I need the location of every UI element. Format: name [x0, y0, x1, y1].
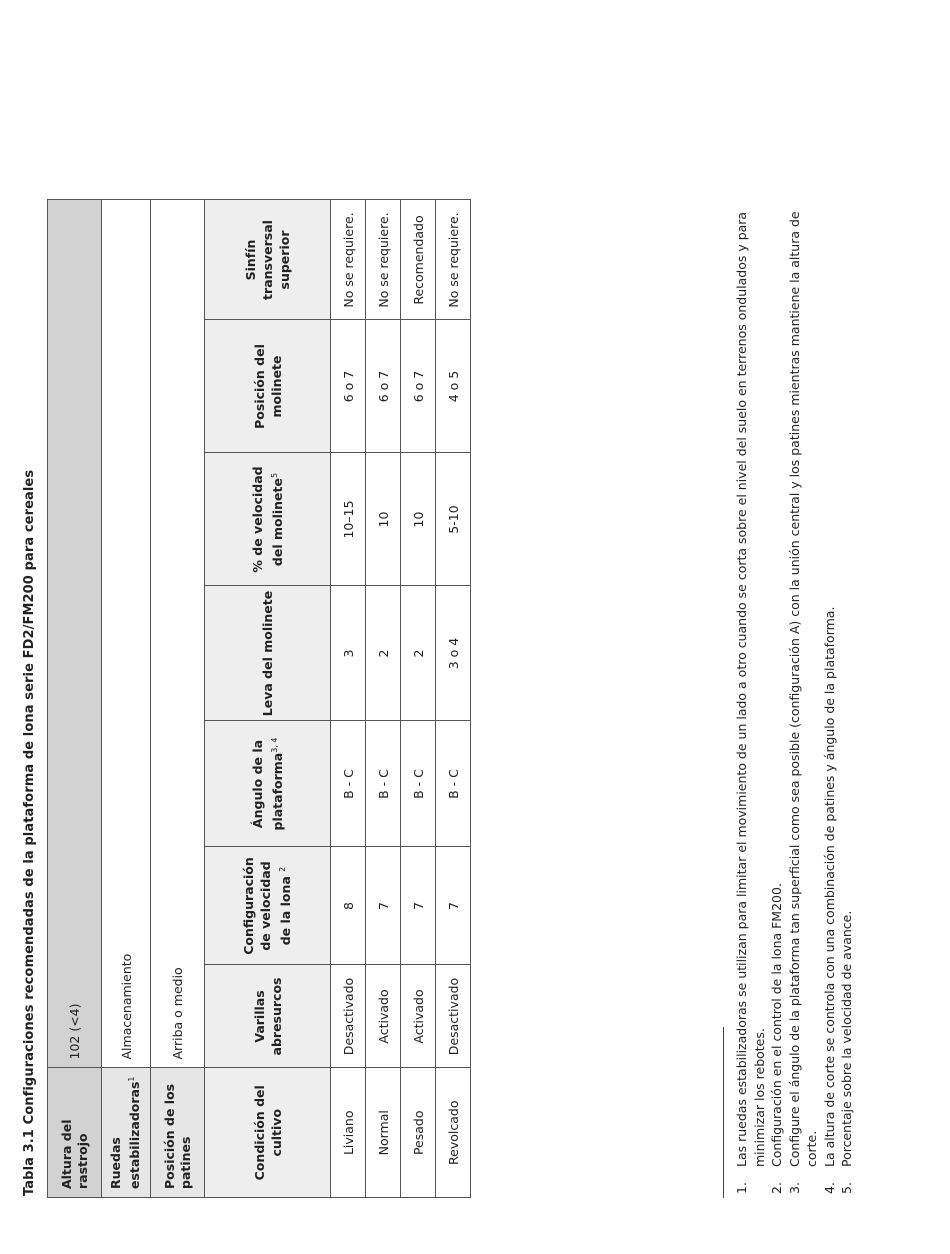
setting-label: Ruedas estabilizadoras$^1$ — [102, 1068, 151, 1198]
setting-row-stubble-height — [48, 200, 102, 1198]
cell-condition: Normal — [366, 1068, 401, 1198]
setting-label: Altura del rastrojo — [48, 1068, 102, 1198]
cell-condition: Liviano — [331, 1068, 366, 1198]
setting-row-skid-position — [151, 200, 205, 1198]
cell-reel-cam: 3 o 4 — [436, 586, 471, 721]
header-top-auger: Sinfín transversal superior — [205, 200, 331, 320]
cell-top-auger: No se requiere. — [436, 200, 471, 320]
cell-header-angle: B - C — [401, 721, 436, 847]
footnote-ref: 5 — [269, 472, 279, 479]
header-canvas-speed: Configuración de velocidad de la lona $^2$ — [205, 847, 331, 965]
cell-header-angle: B - C — [331, 721, 366, 847]
cell-reel-position: 6 o 7 — [401, 320, 436, 453]
footnote-ref: 2 — [278, 866, 288, 872]
footnote-ref: 1 — [127, 1076, 137, 1082]
table-title: Tabla 3.1 Configuraciones recomendadas de la plataforma de lona serie FD2/FM200 para cereales — [22, 469, 37, 1196]
footnote-item: 2. Configuración en el control de la lona FM200. — [769, 883, 784, 1194]
cell-reel-position: 4 o 5 — [436, 320, 471, 453]
table-row — [366, 200, 401, 1198]
cell-dividers: Activado — [366, 965, 401, 1068]
cell-reel-speed: 10–15 — [331, 453, 366, 586]
cell-reel-speed: 10 — [401, 453, 436, 586]
footnote-item: 1. Las ruedas estabilizadoras se utilizan para limitar el movimiento de un lado a otro cuando se corta sobre el nivel del suelo en terrenos ondulados y para minimizar los rebotes. — [734, 211, 767, 1194]
cell-reel-cam: 3 — [331, 586, 366, 721]
cell-reel-cam: 2 — [401, 586, 436, 721]
setting-row-stabilizer-wheels — [102, 200, 151, 1198]
cell-canvas-speed: 7 — [366, 847, 401, 965]
table-row — [401, 200, 436, 1198]
footnote-item: 3. Configure el ángulo de la plataforma tan superficial como sea posible (configuración A) con la unión central y los patines mientras mantiene la altura de corte. — [786, 211, 819, 1194]
cell-reel-cam: 2 — [366, 586, 401, 721]
footnotes-list — [733, 98, 856, 1198]
cell-reel-speed: 5-10 — [436, 453, 471, 586]
header-reel-speed: % de velocidad del molinete$^5$ — [205, 453, 331, 586]
cell-canvas-speed: 8 — [331, 847, 366, 965]
cell-condition: Pesado — [401, 1068, 436, 1198]
header-header-angle: Ángulo de la plataforma$^{3, 4}$ — [205, 721, 331, 847]
setting-value: Arriba o medio — [151, 200, 205, 1068]
cell-reel-position: 6 o 7 — [366, 320, 401, 453]
cell-dividers: Activado — [401, 965, 436, 1068]
table-row — [331, 200, 366, 1198]
footnote-divider — [723, 1027, 724, 1198]
header-crop-dividers: Varillas abresurcos — [205, 965, 331, 1068]
setting-value: Almacenamiento — [102, 200, 151, 1068]
footnote-item: 5. Porcentaje sobre la velocidad de avance. — [839, 910, 854, 1194]
footnote-item: 4. La altura de corte se controla con una combinación de patines y ángulo de la plataforma. — [821, 606, 837, 1194]
cell-top-auger: No se requiere. — [366, 200, 401, 320]
table-row — [436, 200, 471, 1198]
cell-header-angle: B - C — [436, 721, 471, 847]
cell-dividers: Desactivado — [331, 965, 366, 1068]
column-header-row — [205, 200, 331, 1198]
setting-value: 102 (<4) — [48, 200, 102, 1068]
cell-reel-speed: 10 — [366, 453, 401, 586]
cell-header-angle: B - C — [366, 721, 401, 847]
cell-canvas-speed: 7 — [436, 847, 471, 965]
footnote-ref: 3, 4 — [269, 737, 279, 753]
setting-label: Posición de los patines — [151, 1068, 205, 1198]
cell-top-auger: Recomendado — [401, 200, 436, 320]
cell-top-auger: No se requiere. — [331, 200, 366, 320]
configuration-table — [47, 200, 471, 1199]
header-reel-position: Posición del molinete — [205, 320, 331, 453]
cell-condition: Revolcado — [436, 1068, 471, 1198]
cell-dividers: Desactivado — [436, 965, 471, 1068]
header-reel-cam: Leva del molinete — [205, 586, 331, 721]
header-crop-condition: Condición del cultivo — [205, 1068, 331, 1198]
cell-reel-position: 6 o 7 — [331, 320, 366, 453]
cell-canvas-speed: 7 — [401, 847, 436, 965]
